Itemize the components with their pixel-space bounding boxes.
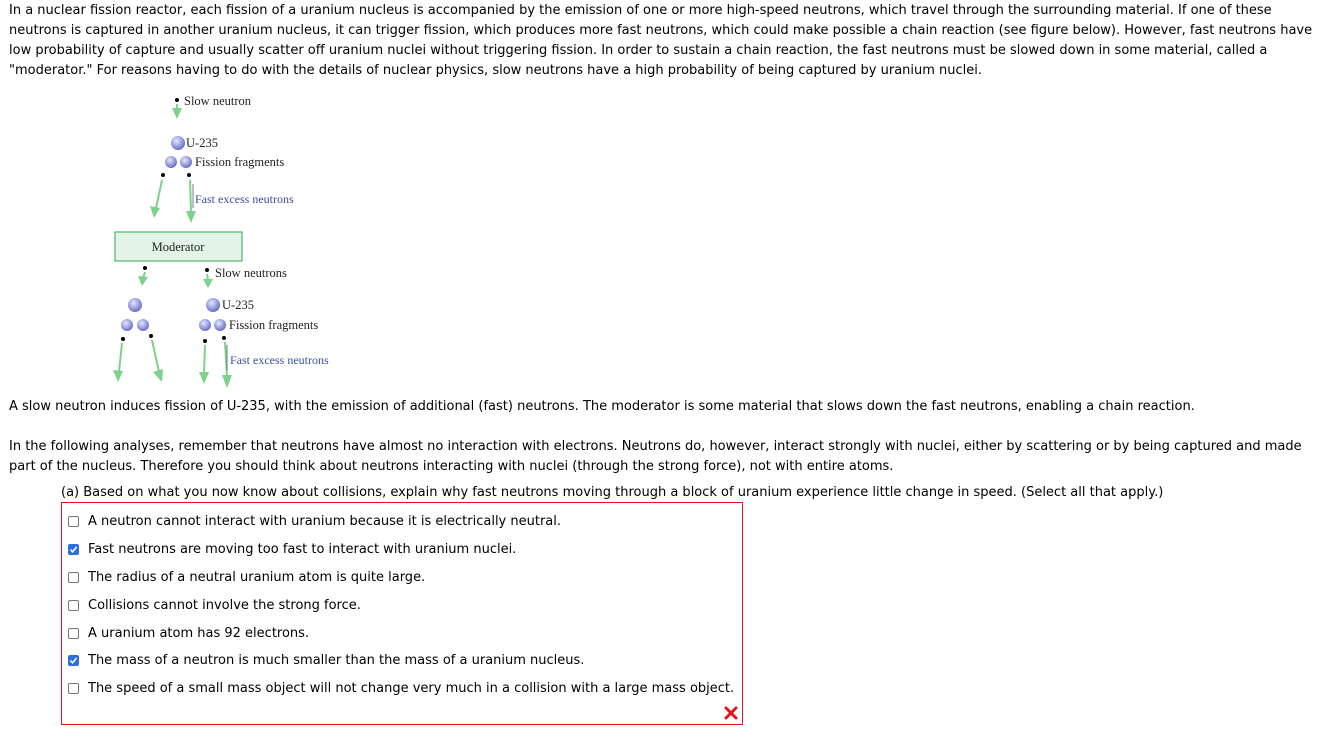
answer-options-box: [61, 502, 743, 725]
fragment-nucleus-icon: [214, 319, 226, 331]
option-too-fast[interactable]: [68, 539, 516, 559]
arrow-icon: [138, 272, 148, 286]
checkbox[interactable]: [68, 655, 79, 666]
option-label: Collisions cannot involve the strong force.: [88, 597, 361, 613]
u235-nucleus-icon: [206, 298, 220, 312]
option-strong-force[interactable]: [68, 595, 361, 615]
neutron-dot: [175, 98, 179, 102]
u235-nucleus-icon: [128, 298, 142, 312]
fragment-nucleus-icon: [180, 156, 192, 168]
label-fission-fragments-top: Fission fragments: [195, 155, 285, 169]
intro-paragraph: In a nuclear fission reactor, each fission of a uranium nucleus is accompanied by the emission of one or more high-speed neutrons, which travel through the surrounding material. If one of these neutrons is captured in another uranium nucleus, it can trigger fission, which produces more fast neutrons, which could make possible a chain reaction (see figure below). However, fast neutrons have low probability of capture and usually scatter off uranium nuclei without triggering fission. In order to sustain a chain reaction, the fast neutrons must be slowed down in some material, called a "moderator." For reasons having to do with the details of nuclear physics, slow neutrons have a high probability of being captured by uranium nuclei.: [9, 3, 1313, 78]
option-92-electrons[interactable]: [68, 623, 309, 643]
arrow-icon: [199, 345, 209, 384]
option-mass-ratio[interactable]: [68, 650, 584, 670]
checkbox[interactable]: [68, 544, 79, 555]
option-label: A uranium atom has 92 electrons.: [88, 625, 310, 641]
label-u235-top: U-235: [186, 136, 218, 150]
checkbox[interactable]: [68, 628, 79, 639]
option-neutral-charge[interactable]: [68, 511, 561, 531]
fission-chain-figure: [0, 0, 400, 400]
neutron-dot: [187, 173, 191, 177]
option-small-mass-speed[interactable]: [68, 678, 734, 698]
arrow-icon: [203, 274, 213, 288]
option-label: A neutron cannot interact with uranium because it is electrically neutral.: [88, 513, 562, 529]
option-label: The speed of a small mass object will not change very much in a collision with a large mass object.: [88, 680, 735, 696]
label-fission-fragments-bottom: Fission fragments: [229, 318, 319, 332]
arrow-icon: [150, 180, 162, 218]
analysis-paragraph: In the following analyses, remember that neutrons have almost no interaction with electrons. Neutrons do, however, interact strongly with nuclei, either by scattering or by being captured and made part of the nucleus. Therefore you should think about neutrons interacting with nuclei (through the strong force), not with entire atoms.: [9, 439, 1302, 474]
neutron-dot: [121, 337, 125, 341]
label-moderator: Moderator: [151, 240, 205, 254]
checkmark-icon: [69, 656, 78, 665]
arrow-icon: [172, 104, 182, 119]
checkmark-icon: [69, 545, 78, 554]
neutron-dot: [161, 173, 165, 177]
option-atom-radius[interactable]: [68, 567, 425, 587]
neutron-dot: [203, 339, 207, 343]
option-label: The mass of a neutron is much smaller than the mass of a uranium nucleus.: [88, 652, 585, 668]
checkbox[interactable]: [68, 683, 79, 694]
figure-caption: A slow neutron induces fission of U-235, with the emission of additional (fast) neutrons. The moderator is some material that slows down the fast neutrons, enabling a chain reaction.: [9, 399, 1195, 414]
checkbox[interactable]: [68, 516, 79, 527]
fragment-nucleus-icon: [165, 156, 177, 168]
neutron-dot: [149, 334, 153, 338]
arrow-icon: [152, 340, 163, 382]
fragment-nucleus-icon: [137, 319, 149, 331]
label-fast-excess-bottom: Fast excess neutrons: [230, 353, 329, 367]
fragment-nucleus-icon: [199, 319, 211, 331]
option-label: The radius of a neutral uranium atom is quite large.: [88, 569, 426, 585]
arrow-icon: [113, 343, 123, 382]
u235-nucleus-icon: [171, 136, 185, 150]
label-slow-neutrons: Slow neutrons: [215, 266, 287, 280]
label-slow-neutron: Slow neutron: [184, 94, 252, 108]
x-mark-icon: [724, 706, 738, 720]
neutron-dot: [222, 336, 226, 340]
checkbox[interactable]: [68, 600, 79, 611]
label-fast-excess-top: Fast excess neutrons: [195, 192, 294, 206]
checkbox[interactable]: [68, 572, 79, 583]
label-u235-bottom: U-235: [222, 298, 254, 312]
question-text: (a) Based on what you now know about collisions, explain why fast neutrons moving through a block of uranium experience little change in speed. (Select all that apply.): [61, 485, 1164, 500]
option-label: Fast neutrons are moving too fast to interact with uranium nuclei.: [88, 541, 517, 557]
fragment-nucleus-icon: [121, 319, 133, 331]
neutron-dot: [143, 266, 147, 270]
neutron-dot: [205, 268, 209, 272]
